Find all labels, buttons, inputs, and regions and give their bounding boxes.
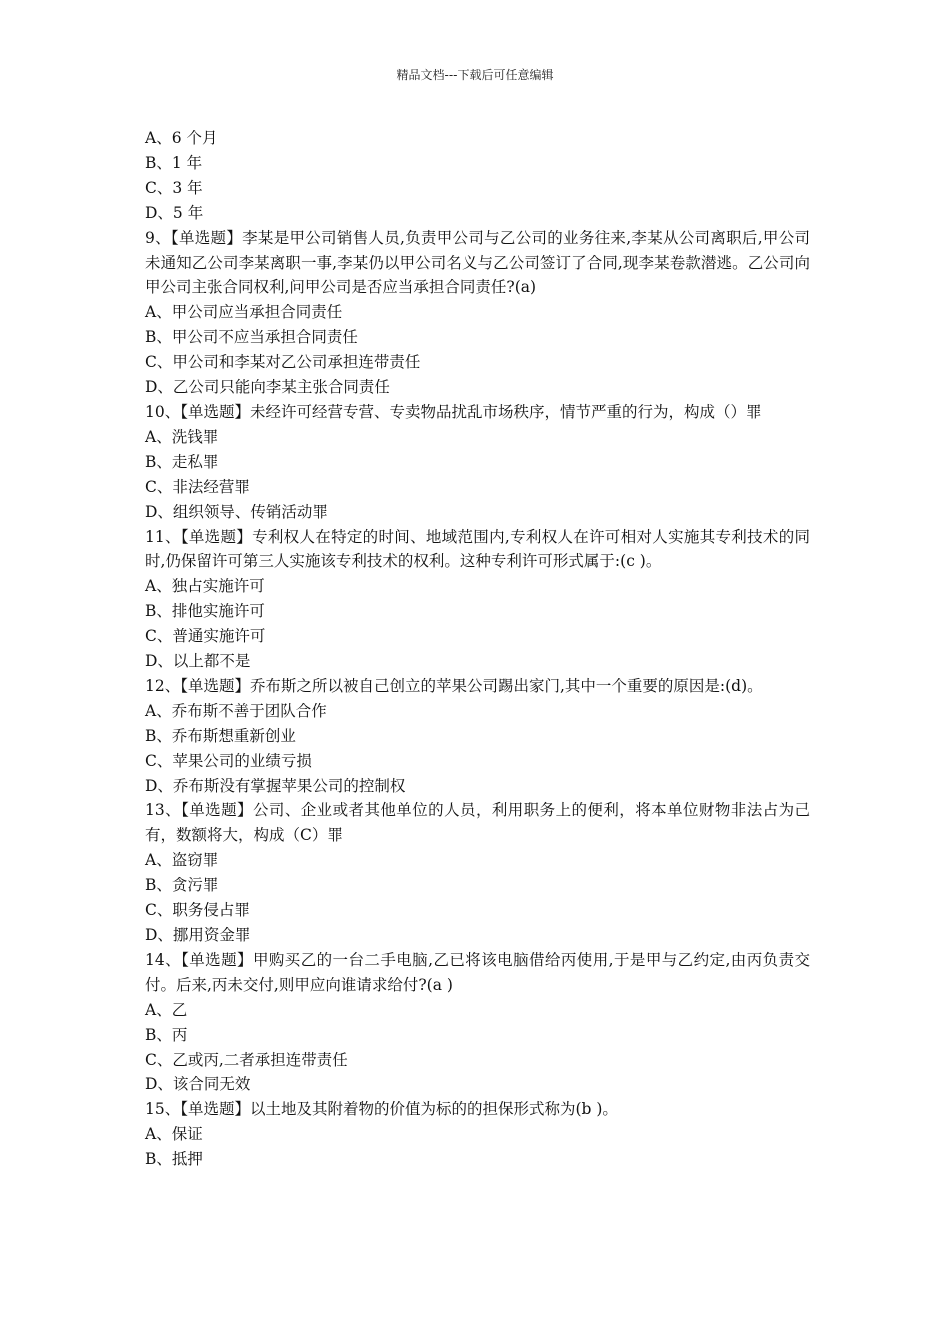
- answer-option: D、以上都不是: [145, 652, 251, 671]
- answer-option: A、乔布斯不善于团队合作: [145, 701, 327, 720]
- answer-option: D、乔布斯没有掌握苹果公司的控制权: [145, 776, 406, 795]
- answer-option: B、乔布斯想重新创业: [145, 726, 296, 745]
- answer-option: B、1 年: [145, 153, 203, 172]
- answer-option: A、6 个月: [145, 129, 218, 147]
- answer-option: C、普通实施许可: [145, 627, 266, 646]
- answer-option: A、独占实施许可: [145, 577, 265, 596]
- question-stem: 9、【单选题】李某是甲公司销售人员,负责甲公司与乙公司的业务往来,李某从公司离职后,甲公司未通知乙公司李某离职一事,李某仍以甲公司名义与乙公司签订了合同,现李某卷款潜逃。乙公司向甲公司主张合同权利,问甲公司是否应当承担合同责任?(a): [145, 228, 810, 297]
- answer-option: A、盗窃罪: [145, 851, 219, 870]
- answer-option: A、甲公司应当承担合同责任: [145, 303, 343, 322]
- answer-option: B、走私罪: [145, 452, 219, 471]
- answer-option: A、洗钱罪: [145, 427, 219, 446]
- answer-option: D、该合同无效: [145, 1075, 251, 1094]
- question-stem: 10、【单选题】未经许可经营专营、专卖物品扰乱市场秩序，情节严重的行为，构成（）罪: [145, 402, 762, 421]
- question-stem: 15、【单选题】以土地及其附着物的价值为标的的担保形式称为(b )。: [145, 1100, 618, 1119]
- answer-option: C、苹果公司的业绩亏损: [145, 751, 312, 770]
- answer-option: D、乙公司只能向李某主张合同责任: [145, 378, 390, 397]
- answer-option: D、组织领导、传销活动罪: [145, 502, 328, 521]
- answer-option: C、甲公司和李某对乙公司承担连带责任: [145, 353, 421, 372]
- question-stem: 12、【单选题】乔布斯之所以被自己创立的苹果公司踢出家门,其中一个重要的原因是:(d)。: [145, 676, 763, 695]
- answer-option: C、非法经营罪: [145, 477, 250, 496]
- answer-option: B、贪污罪: [145, 876, 219, 895]
- answer-option: B、排他实施许可: [145, 602, 265, 621]
- answer-option: B、抵押: [145, 1150, 203, 1169]
- question-list: [145, 126, 810, 1172]
- question-stem: 13、【单选题】公司、企业或者其他单位的人员，利用职务上的便利，将本单位财物非法占为己有，数额将大，构成（C）罪: [145, 801, 810, 845]
- answer-option: B、甲公司不应当承担合同责任: [145, 328, 358, 347]
- answer-option: C、乙或丙,二者承担连带责任: [145, 1050, 348, 1069]
- question-stem: 14、【单选题】甲购买乙的一台二手电脑,乙已将该电脑借给丙使用,于是甲与乙约定,由丙负责交付。后来,丙未交付,则甲应向谁请求给付?(a ): [145, 950, 810, 994]
- answer-option: D、5 年: [145, 203, 204, 222]
- answer-option: D、挪用资金罪: [145, 926, 251, 944]
- answer-option: A、乙: [145, 1000, 188, 1019]
- answer-option: C、3 年: [145, 178, 203, 197]
- page-header: 精品文档---下载后可任意编辑: [396, 68, 554, 82]
- answer-option: C、职务侵占罪: [145, 901, 250, 920]
- answer-option: B、丙: [145, 1025, 188, 1044]
- question-stem: 11、【单选题】专利权人在特定的时间、地域范围内,专利权人在许可相对人实施其专利技术的同时,仍保留许可第三人实施该专利技术的权利。这种专利许可形式属于:(c )。: [145, 527, 810, 571]
- answer-option: A、保证: [145, 1125, 203, 1144]
